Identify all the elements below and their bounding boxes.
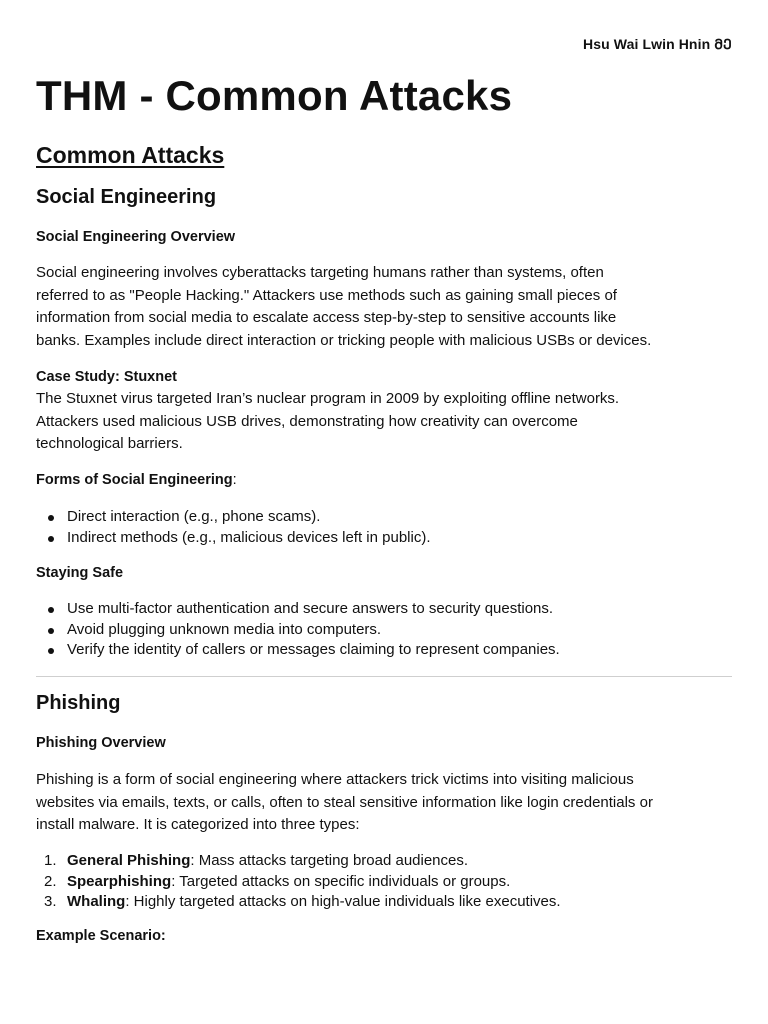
list-item [36, 872, 561, 893]
list-item-number: 1. [44, 852, 57, 869]
bullet-icon [48, 648, 54, 654]
heading-forms-of-social-engineering [36, 470, 237, 490]
phishing-types-list [36, 851, 561, 913]
paragraph-line: Attackers used malicious USB drives, demonstrating how creativity can overcome [36, 412, 578, 430]
list-item-term: Spearphishing [67, 872, 172, 890]
phishing-overview-paragraph [36, 769, 736, 837]
paragraph-line: referred to as "People Hacking." Attackers use methods such as gaining small pieces of [36, 286, 617, 304]
list-item-term: General Phishing [67, 852, 191, 869]
author-name: Hsu Wai Lwin Hnin ᲛᲔ [583, 36, 732, 52]
bullet-icon [48, 515, 54, 521]
heading-staying-safe: Staying Safe [36, 565, 124, 581]
list-item [36, 640, 560, 661]
heading-social-engineering: Social Engineering [36, 186, 217, 208]
list-item-number: 3. [44, 893, 57, 911]
case-study-paragraph [36, 388, 736, 456]
list-item [36, 851, 561, 872]
heading-phishing-overview: Phishing Overview [36, 735, 166, 751]
heading-case-study-stuxnet: Case Study: Stuxnet [36, 369, 177, 385]
heading-phishing: Phishing [36, 692, 121, 714]
paragraph-line: banks. Examples include direct interaction or tricking people with malicious USBs or devices. [36, 331, 652, 349]
list-item-text: Indirect methods (e.g., malicious devices left in public). [67, 528, 431, 546]
forms-heading-colon: : [232, 472, 237, 488]
list-item-text: : Targeted attacks on specific individuals or groups. [171, 872, 511, 890]
paragraph-line: The Stuxnet virus targeted Iran’s nuclear program in 2009 by exploiting offline networks. [36, 390, 620, 407]
list-item [36, 507, 431, 528]
paragraph-line: technological barriers. [36, 435, 183, 452]
paragraph-line: information from social media to escalate access step-by-step to sensitive accounts like [36, 309, 617, 326]
list-item-text: Avoid plugging unknown media into computers. [67, 620, 382, 638]
section-divider [36, 676, 732, 677]
heading-social-engineering-overview: Social Engineering Overview [36, 229, 236, 245]
list-item-text: : Highly targeted attacks on high-value individuals like executives. [125, 893, 561, 911]
heading-example-scenario: Example Scenario: [36, 928, 166, 944]
list-item-text: Verify the identity of callers or messages claiming to represent companies. [67, 641, 560, 659]
paragraph-line: install malware. It is categorized into three types: [36, 816, 360, 833]
list-item-text: Use multi-factor authentication and secure answers to security questions. [67, 600, 554, 617]
list-item [36, 620, 560, 641]
list-item-number: 2. [44, 872, 57, 890]
list-item-term: Whaling [67, 893, 126, 911]
list-item-text: Direct interaction (e.g., phone scams). [67, 508, 321, 525]
bullet-icon [48, 628, 54, 634]
social-engineering-overview-paragraph [36, 262, 736, 352]
staying-safe-list [36, 599, 560, 661]
list-item [36, 599, 560, 620]
paragraph-line: Phishing is a form of social engineering where attackers trick victims into visiting malicious [36, 771, 634, 788]
list-item [36, 892, 561, 913]
bullet-icon [48, 607, 54, 613]
list-item-text: : Mass attacks targeting broad audiences. [190, 852, 469, 869]
bullet-icon [48, 536, 54, 542]
list-item [36, 528, 431, 549]
forms-heading-text: Forms of Social Engineering [36, 472, 233, 488]
document-title: THM - Common Attacks [36, 72, 513, 119]
paragraph-line: Social engineering involves cyberattacks targeting humans rather than systems, often [36, 264, 604, 281]
paragraph-line: websites via emails, texts, or calls, often to steal sensitive information like login credentials or [36, 793, 653, 811]
section-title-common-attacks: Common Attacks [36, 142, 225, 168]
forms-list [36, 507, 431, 548]
